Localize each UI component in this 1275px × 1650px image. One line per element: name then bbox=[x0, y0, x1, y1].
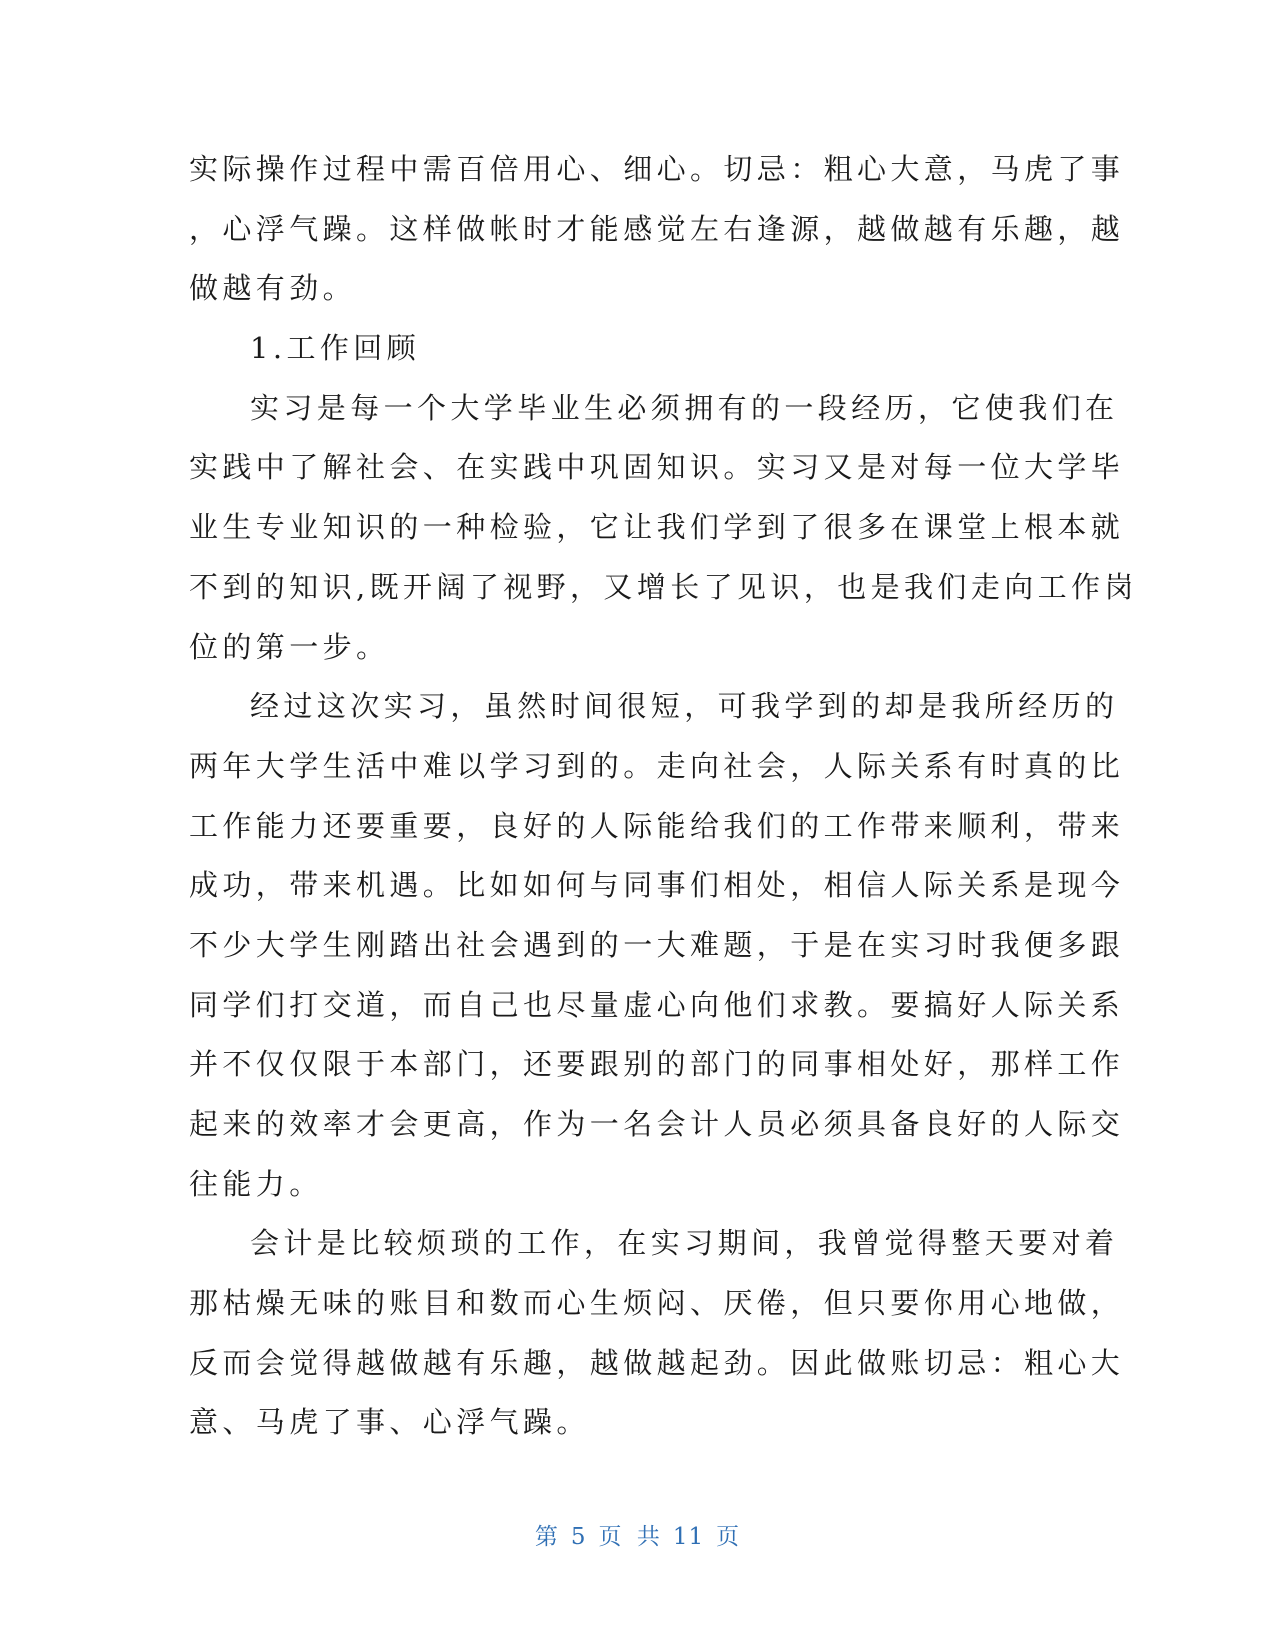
footer-suffix: 页 bbox=[716, 1524, 741, 1550]
text-line: 工作能力还要重要，良好的人际能给我们的工作带来顺利，带来 bbox=[189, 808, 1125, 843]
body-text bbox=[189, 140, 1138, 1453]
text-line: 那枯燥无味的账目和数而心生烦闷、厌倦，但只要你用心地做， bbox=[189, 1286, 1125, 1321]
footer-middle: 页 共 bbox=[598, 1524, 661, 1550]
text-line: 两年大学生活中难以学习到的。走向社会，人际关系有时真的比 bbox=[189, 748, 1125, 783]
text-line: 往能力。 bbox=[189, 1166, 323, 1201]
text-line: 起来的效率才会更高，作为一名会计人员必须具备良好的人际交 bbox=[189, 1107, 1125, 1141]
text-line: 业生专业知识的一种检验，它让我们学到了很多在课堂上根本就 bbox=[189, 510, 1125, 545]
text-line: 反而会觉得越做越有乐趣，越做越起劲。因此做账切忌：粗心大 bbox=[189, 1345, 1125, 1380]
page-footer bbox=[0, 1518, 1275, 1551]
text-line: 位的第一步。 bbox=[189, 629, 390, 664]
text-line: 不到的知识,既开阔了视野，又增长了见识，也是我们走向工作岗 bbox=[189, 569, 1138, 604]
text-line: 实习是每一个大学毕业生必须拥有的一段经历，它使我们在 bbox=[250, 390, 1119, 425]
text-line: 实际操作过程中需百倍用心、细心。切忌：粗心大意，马虎了事 bbox=[189, 152, 1125, 186]
text-line: 同学们打交道，而自己也尽量虚心向他们求教。要搞好人际关系 bbox=[189, 987, 1125, 1022]
current-page-number: 5 bbox=[570, 1524, 587, 1550]
text-line: 实践中了解社会、在实践中巩固知识。实习又是对每一位大学毕 bbox=[189, 450, 1125, 485]
footer-prefix: 第 bbox=[534, 1524, 559, 1550]
text-line: 成功，带来机遇。比如如何与同事们相处，相信人际关系是现今 bbox=[189, 868, 1125, 903]
text-line: 意、马虎了事、心浮气躁。 bbox=[189, 1405, 590, 1440]
text-line: 不少大学生刚踏出社会遇到的一大难题，于是在实习时我便多跟 bbox=[189, 927, 1125, 962]
text-line: 做越有劲。 bbox=[189, 271, 357, 306]
text-line: 并不仅仅限于本部门，还要跟别的部门的同事相处好，那样工作 bbox=[189, 1047, 1125, 1082]
text-line: 会计是比较烦琐的工作，在实习期间，我曾觉得整天要对着 bbox=[250, 1226, 1119, 1261]
total-pages-number: 11 bbox=[672, 1524, 705, 1550]
text-line: ，心浮气躁。这样做帐时才能感觉左右逢源，越做越有乐趣，越 bbox=[189, 211, 1125, 246]
text-line: 经过这次实习，虽然时间很短，可我学到的却是我所经历的 bbox=[250, 689, 1119, 724]
section-heading: 1.工作回顾 bbox=[250, 331, 421, 366]
